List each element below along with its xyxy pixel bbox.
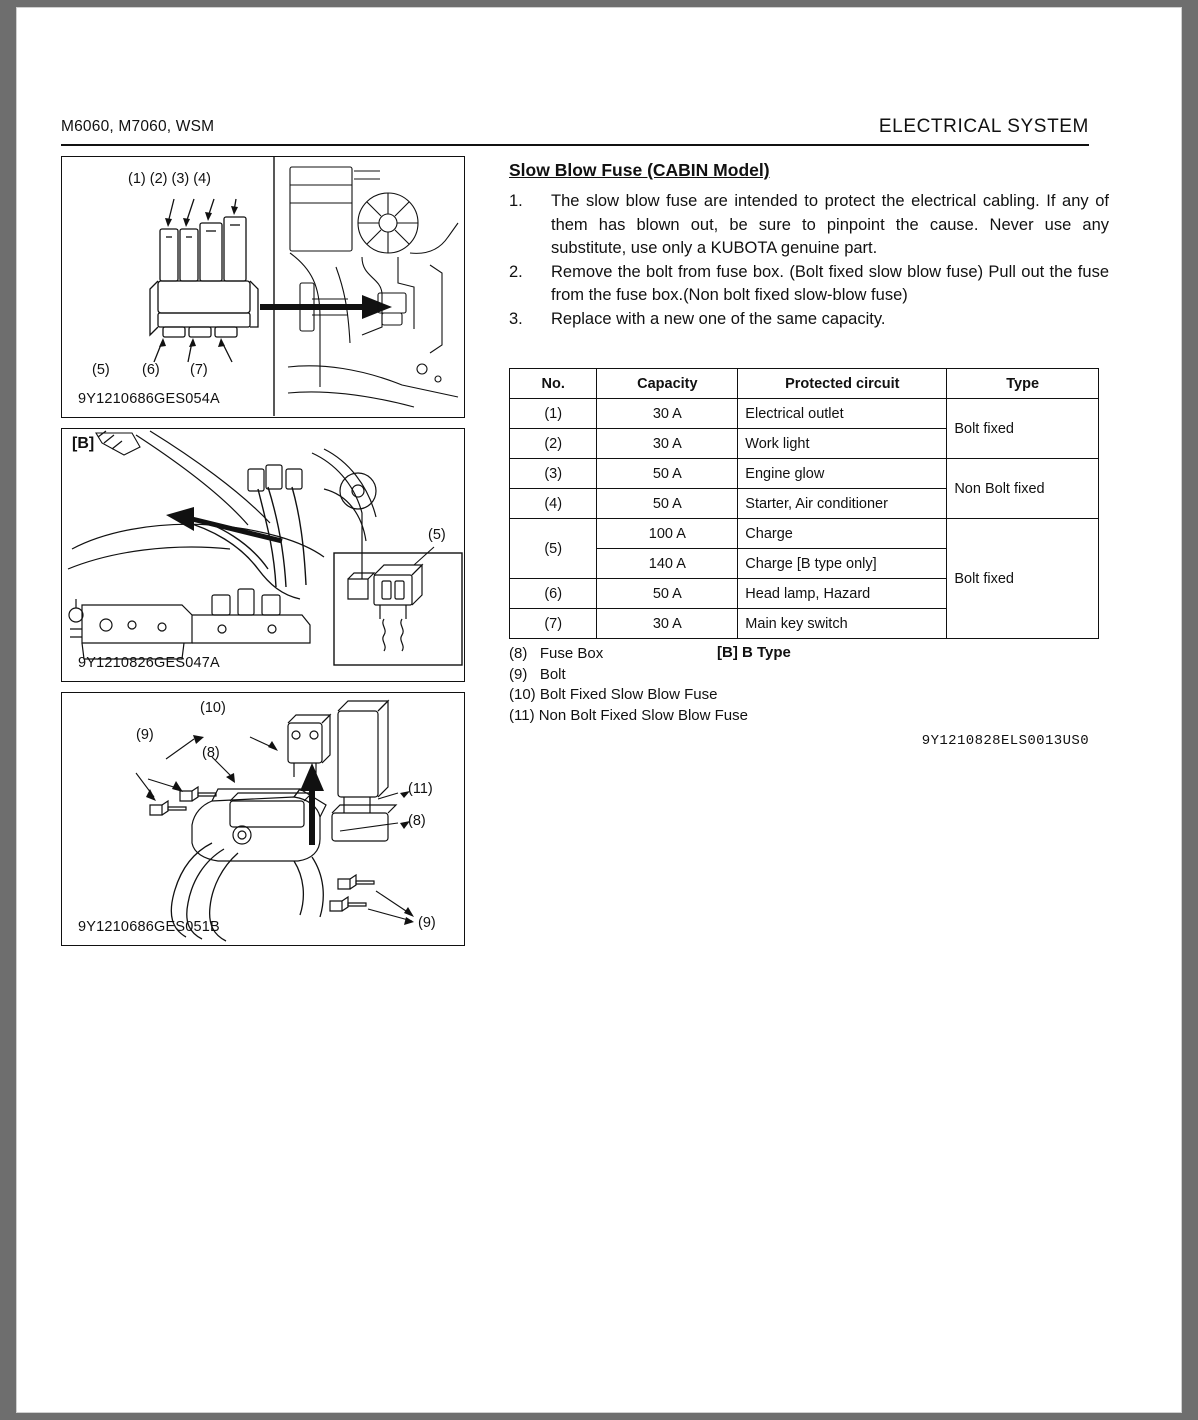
table-header-row xyxy=(510,369,1099,399)
col-header-no: No. xyxy=(510,369,597,399)
figure-3-callout-10: (10) xyxy=(200,700,226,716)
cell-capacity: 140 A xyxy=(597,549,738,579)
figure-3-callout-8b: (8) xyxy=(408,813,426,829)
legend-item: (10) Bolt Fixed Slow Blow Fuse xyxy=(509,686,718,703)
figure-1-artwork xyxy=(62,157,463,416)
figure-2-artwork xyxy=(62,429,463,680)
figure-3-code: 9Y1210686GES051B xyxy=(78,919,220,935)
figure-1 xyxy=(61,156,465,418)
page-header xyxy=(61,118,1089,146)
figure-2 xyxy=(61,428,465,682)
cell-circuit: Starter, Air conditioner xyxy=(738,489,947,519)
step-item xyxy=(509,190,1109,261)
figure-1-callout-7: (7) xyxy=(190,362,208,378)
figure-3-callout-8a: (8) xyxy=(202,745,220,761)
cell-capacity: 30 A xyxy=(597,399,738,429)
table-row xyxy=(510,399,1099,429)
step-item xyxy=(509,261,1109,308)
figure-2-code: 9Y1210826GES047A xyxy=(78,655,220,671)
cell-circuit: Head lamp, Hazard xyxy=(738,579,947,609)
figure-1-callout-6: (6) xyxy=(142,362,160,378)
cell-no: (2) xyxy=(510,429,597,459)
cell-capacity: 50 A xyxy=(597,459,738,489)
col-header-capacity: Capacity xyxy=(597,369,738,399)
step-number: 2. xyxy=(509,262,523,281)
header-rule xyxy=(61,144,1089,146)
legend-item: (9) Bolt xyxy=(509,665,566,683)
col-header-type: Type xyxy=(947,369,1099,399)
header-section-title: ELECTRICAL SYSTEM xyxy=(878,116,1089,137)
document-number: 9Y1210828ELS0013US0 xyxy=(921,733,1089,749)
cell-no: (6) xyxy=(510,579,597,609)
step-text: Remove the bolt from fuse box. (Bolt fixed slow blow fuse) Pull out the fuse from the fuse box.(Non bolt fixed slow-blow fuse) xyxy=(551,262,1109,304)
cell-type: Bolt fixed xyxy=(947,399,1099,459)
cell-circuit: Charge [B type only] xyxy=(738,549,947,579)
cell-circuit: Charge xyxy=(738,519,947,549)
cell-circuit: Work light xyxy=(738,429,947,459)
step-item xyxy=(509,308,1109,332)
figure-3-artwork xyxy=(62,693,463,944)
figure-1-callouts-top: (1) (2) (3) (4) xyxy=(128,171,211,187)
table-row xyxy=(510,519,1099,549)
procedure-steps xyxy=(509,190,1109,331)
cell-no: (7) xyxy=(510,609,597,639)
cell-capacity: 30 A xyxy=(597,609,738,639)
legend-item: (8) Fuse Box xyxy=(509,645,604,662)
step-text: The slow blow fuse are intended to protect the electrical cabling. If any of them has blown out, be sure to pinpoint the cause. Never use any substitute, use only a KUBOTA genuine part. xyxy=(551,192,1109,257)
cell-capacity: 100 A xyxy=(597,519,738,549)
figure-1-code: 9Y1210686GES054A xyxy=(78,391,220,407)
figure-3-callout-11: (11) xyxy=(408,781,433,797)
cell-capacity: 30 A xyxy=(597,429,738,459)
legend-b-type: [B] B Type xyxy=(717,644,791,661)
cell-no: (1) xyxy=(510,399,597,429)
header-model-text: M6060, M7060, WSM xyxy=(61,118,215,135)
col-header-circuit: Protected circuit xyxy=(738,369,947,399)
cell-no: (5) xyxy=(510,519,597,579)
figure-1-callout-5: (5) xyxy=(92,362,110,378)
cell-type: Bolt fixed xyxy=(947,519,1099,639)
cell-circuit: Engine glow xyxy=(738,459,947,489)
figure-2-b-tag: [B] xyxy=(72,435,95,452)
cell-capacity: 50 A xyxy=(597,489,738,519)
step-number: 3. xyxy=(509,309,523,328)
cell-type: Non Bolt fixed xyxy=(947,459,1099,519)
step-number: 1. xyxy=(509,192,523,210)
document-page xyxy=(17,8,1181,1412)
table-row xyxy=(510,459,1099,489)
cell-circuit: Electrical outlet xyxy=(738,399,947,429)
figure-3 xyxy=(61,692,465,946)
cell-no: (4) xyxy=(510,489,597,519)
fuse-table xyxy=(509,368,1099,639)
figure-2-callout-5: (5) xyxy=(428,527,446,543)
figure-3-callout-9a: (9) xyxy=(136,727,154,743)
cell-capacity: 50 A xyxy=(597,579,738,609)
legend-list xyxy=(509,644,748,726)
section-title: Slow Blow Fuse (CABIN Model) xyxy=(509,160,770,180)
legend-item: (11) Non Bolt Fixed Slow Blow Fuse xyxy=(509,706,748,724)
cell-circuit: Main key switch xyxy=(738,609,947,639)
step-text: Replace with a new one of the same capacity. xyxy=(551,309,886,328)
cell-no: (3) xyxy=(510,459,597,489)
figure-3-callout-9b: (9) xyxy=(418,915,436,931)
